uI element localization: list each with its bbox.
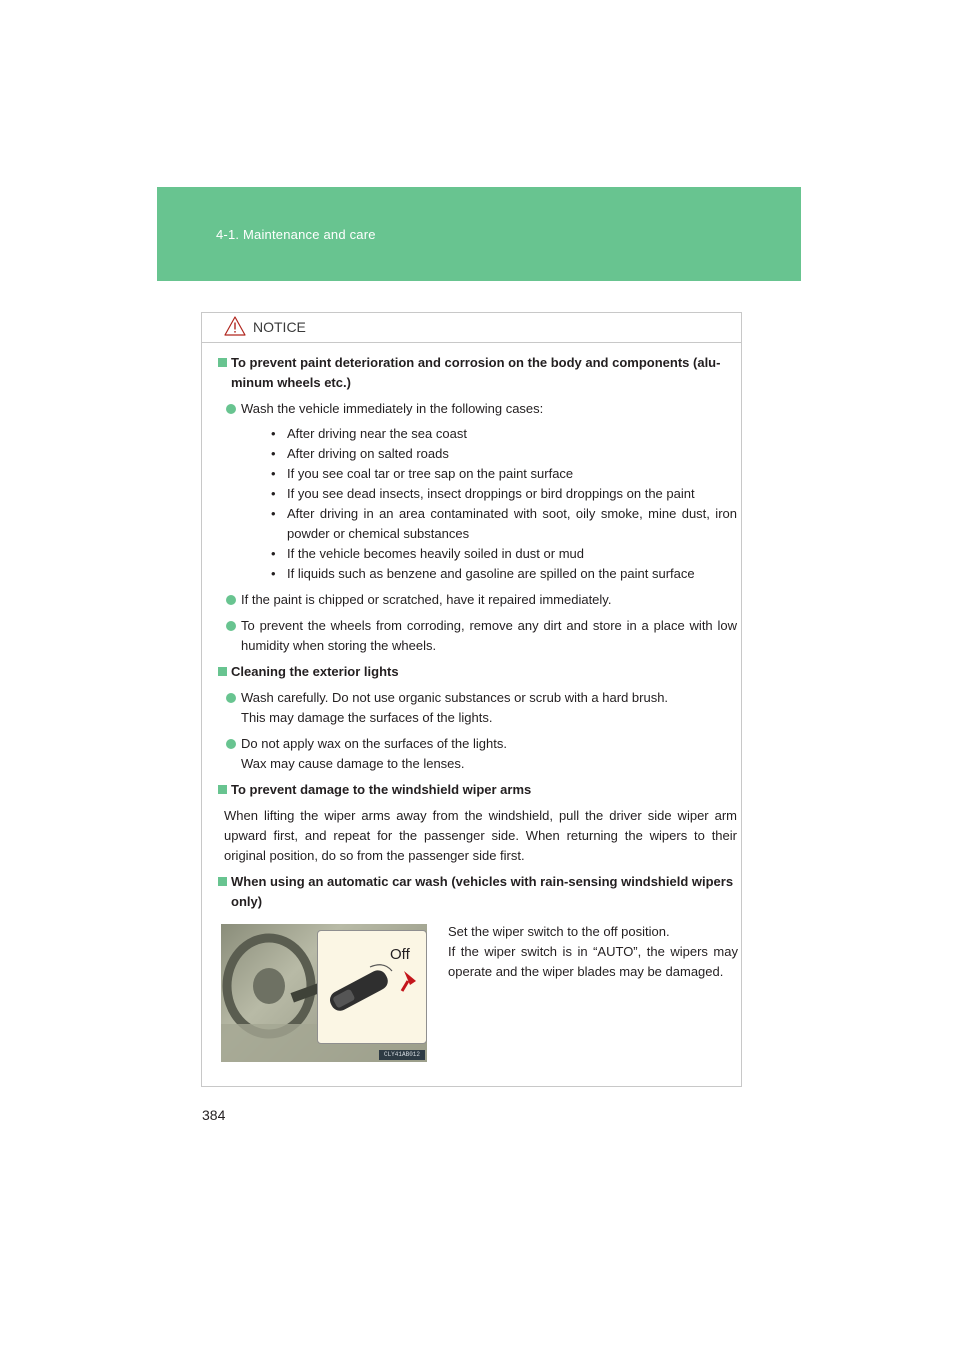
case-item	[271, 424, 737, 444]
page-number: 384	[202, 1107, 226, 1123]
bullet-text: Wash carefully. Do not use organic substances or scrub with a hard brush.	[241, 690, 669, 705]
case-text: After driving in an area contaminated with soot, oily smoke, mine dust, iron powder or chemical substances	[287, 506, 737, 541]
case-item	[271, 444, 737, 464]
dot-marker-icon: •	[271, 506, 276, 521]
figure-code: CLY41AB012	[379, 1050, 425, 1060]
case-list	[241, 424, 737, 584]
list-item	[218, 399, 737, 584]
list-item	[218, 616, 737, 656]
square-bullet-icon	[218, 358, 227, 367]
heading-text: To prevent damage to the windshield wiper arms	[231, 782, 532, 797]
dot-marker-icon: •	[271, 426, 276, 441]
notice-header	[202, 313, 741, 343]
dot-marker-icon: •	[271, 466, 276, 481]
section-title: 4-1. Maintenance and care	[216, 227, 376, 242]
case-item	[271, 544, 737, 564]
section-heading-lights	[218, 662, 737, 682]
case-text: If you see coal tar or tree sap on the paint surface	[287, 466, 574, 481]
bullet-text: Wash the vehicle immediately in the following cases:	[241, 401, 544, 416]
off-position-label: Off	[390, 946, 410, 963]
notice-box	[201, 312, 742, 1087]
case-text: If the vehicle becomes heavily soiled in dust or mud	[287, 546, 584, 561]
case-item	[271, 484, 737, 504]
square-bullet-icon	[218, 785, 227, 794]
wiper-switch-closeup	[317, 930, 427, 1044]
case-item	[271, 464, 737, 484]
instruction-warning: If the wiper switch is in “AUTO”, the wipers may operate and the wiper blades may be damaged.	[448, 944, 738, 979]
case-item	[271, 504, 737, 544]
case-text: After driving on salted roads	[287, 446, 449, 461]
car-wash-instructions	[448, 922, 738, 982]
case-text: If you see dead insects, insect droppings or bird droppings on the paint	[287, 486, 695, 501]
list-item	[218, 590, 737, 610]
square-bullet-icon	[218, 667, 227, 676]
car-wash-figure	[218, 922, 737, 1072]
dot-marker-icon: •	[271, 566, 276, 581]
wiper-lever-icon	[318, 931, 427, 1045]
heading-text: When using an automatic car wash (vehicles with rain-sensing windshield wipers only)	[231, 874, 734, 909]
wiper-arms-paragraph: When lifting the wiper arms away from the windshield, pull the driver side wiper arm upward first, and repeat for the passenger side. When returning the wipers to their original position, do so from the passenger side first.	[224, 808, 737, 863]
dot-marker-icon: •	[271, 546, 276, 561]
bullet-text: Do not apply wax on the surfaces of the lights.	[241, 736, 507, 751]
bullet-text-continued: Wax may cause damage to the lenses.	[241, 756, 465, 771]
dot-marker-icon: •	[271, 486, 276, 501]
circle-bullet-icon	[226, 739, 236, 749]
wiper-switch-photo	[221, 924, 427, 1062]
circle-bullet-icon	[226, 595, 236, 605]
circle-bullet-icon	[226, 621, 236, 631]
warning-triangle-icon	[224, 316, 246, 336]
case-text: If liquids such as benzene and gasoline are spilled on the paint surface	[287, 566, 695, 581]
notice-content	[218, 353, 737, 1072]
heading-text: Cleaning the exterior lights	[231, 664, 399, 679]
case-text: After driving near the sea coast	[287, 426, 467, 441]
bullet-text-continued: This may damage the surfaces of the lights.	[241, 710, 493, 725]
list-item	[218, 734, 737, 774]
heading-text: To prevent paint deterioration and corrosion on the body and components (alu-minum wheels etc.)	[231, 355, 721, 390]
bullet-text: To prevent the wheels from corroding, remove any dirt and store in a place with low humidity when storing the wheels.	[241, 618, 737, 653]
notice-title: NOTICE	[253, 319, 306, 335]
instruction-text: Set the wiper switch to the off position.	[448, 924, 670, 939]
case-item	[271, 564, 737, 584]
dot-marker-icon: •	[271, 446, 276, 461]
section-heading-car-wash	[218, 872, 737, 912]
bullet-text: If the paint is chipped or scratched, have it repaired immediately.	[241, 592, 612, 607]
circle-bullet-icon	[226, 693, 236, 703]
list-item	[218, 688, 737, 728]
square-bullet-icon	[218, 877, 227, 886]
circle-bullet-icon	[226, 404, 236, 414]
section-heading-paint	[218, 353, 737, 393]
section-header-band	[157, 187, 801, 281]
section-heading-wiper-arms	[218, 780, 737, 800]
